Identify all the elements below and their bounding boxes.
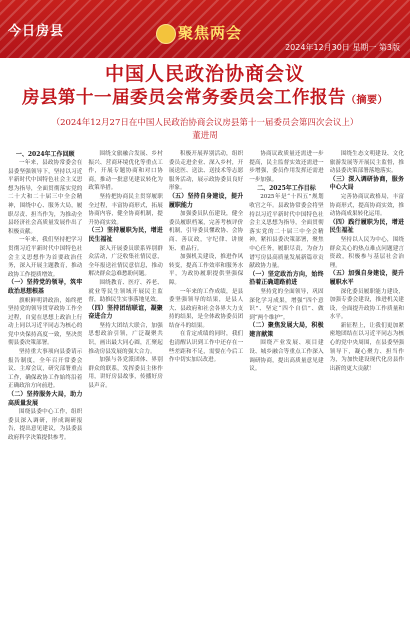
paragraph: 坚持党的全面领导，巩固深化学习成果，增强“四个意识”、坚定“四个自信”、做到“两个维护”。 [249,288,324,321]
headline-line2 [0,86,410,113]
paragraph: 围绕教育、医疗、养老、就业等民生领域开展民主监督，助推民生实事落地见效。 [88,279,163,304]
paragraph: 在肯定成绩的同时，我们也清醒认识到工作中还存在一些差距和不足，需要在今后工作中切实加以改进。 [168,331,244,364]
article-column [88,150,162,640]
subsection-heading: （一）坚持党的领导，筑牢政治思想根基 [8,279,83,295]
article-column [249,150,323,640]
section-name: 聚焦两会 [178,24,243,42]
headline [0,62,410,113]
subhead [0,117,410,143]
headline-line2-main: 房县第十一届委员会常务委员会工作报告 [22,88,346,108]
paragraph: 一年来，县政协常委会在县委坚强领导下，坚持以习近平新时代中国特色社会主义思想为指导，全面贯彻落实党的二十大和二十届三中全会精神，围绕中心、服务大局，履职尽责、担当作为，为推动全县经济社会高质量发展作出了积极贡献。 [8,160,83,235]
section-heading: 二、2025年工作目标 [257,185,316,193]
subsection-heading: （二）聚焦发展大局，积极建言献策 [249,322,324,338]
subsection-heading: （五）坚持自身建设，提升履职能力 [168,192,244,209]
headline-line1: 中国人民政治协商会议 [104,63,305,85]
paragraph: 一年来的工作成绩，是县委坚强领导的结果，是县人大、县政府和社会各界大力支持的结果，是全体政协委员团结奋斗的结果。 [168,288,244,329]
article-column [8,150,82,640]
paragraph: 加强与各党派团体、界别群众的联系，发挥委员主体作用，讲好房县故事，传播好房县声音。 [88,357,163,390]
paragraph: 坚持把协商民主贯穿履职全过程，丰富协商形式，拓展协商内容，健全协商机制，提升协商实效。 [88,193,163,226]
paragraph: 坚持重大事项向县委请示报告制度，全年召开常委会议、主席会议，研究部署重点工作，确保政协工作始终沿着正确政治方向前进。 [8,349,83,390]
subsection-heading: （四）践行履职为民，增进民生福祉 [329,218,405,235]
paper-name: 今日房县 [8,24,65,39]
emblem-icon [156,24,176,44]
subhead-line1: （2024年12月27日在中国人民政治协商会议房县第十一届委员会第四次会议上） [51,118,359,128]
paragraph: 2025年是“十四五”规划收官之年。县政协常委会将坚持以习近平新时代中国特色社会主义思想为指导，全面贯彻落实党的二十届三中全会精神，紧扣县委决策部署，聚焦中心任务，履职尽责，为奋力谱写房县高质量发展新篇章贡献政协力量。 [249,194,324,270]
section-heading: 一、2024年工作回顾 [15,151,75,158]
paragraph: 深入开展委员联系界别群众活动，广泛收集社情民意，全年报送社情民意信息，推动解决群众急难愁盼问题。 [88,245,163,278]
paragraph: 积极开展界别活动，组织委员走进企业、深入乡村，开展送医、送法、送技术等志愿服务活动，展示政协委员良好形象。 [168,151,244,192]
paragraph: 深化委员履职能力建设，加强专委会建设，推进机关建设，全面提升政协工作质量和水平。 [329,288,405,321]
paragraph: 围绕产业发展、项目建设、城乡融合等重点工作深入调研协商，提出高质量意见建议。 [249,340,324,373]
headline-suffix: （摘要） [346,95,388,106]
paragraph: 加强机关建设，推进作风转变，提高工作效率和服务水平，为政协履职提供坚强保障。 [168,254,244,286]
subsection-heading: （四）坚持团结联谊，凝聚奋进合力 [88,304,163,321]
paragraph: 完善协商议政格局，丰富协商形式，提高协商实效，推动协商成果转化运用。 [329,193,405,218]
paragraph: 旗帜鲜明讲政治，始终把坚持党的领导贯穿政协工作全过程，自觉在思想上政治上行动上同以习近平同志为核心的党中央保持高度一致，坚决贯彻县委决策部署。 [8,297,83,347]
article-column [330,150,404,640]
paragraph: 新征程上，让我们更加紧密地团结在以习近平同志为核心的党中央周围，在县委坚强领导下，凝心聚力、担当作为，为加快建设现代化房县作出新的更大贡献！ [329,322,405,372]
masthead-banner [0,0,410,58]
issue-info: 2024年12月30日 星期一 第3版 [285,43,400,52]
paragraph: 一年来，我们坚持把学习贯彻习近平新时代中国特色社会主义思想作为首要政治任务，深入开展主题教育，推动政协工作提质增效。 [8,237,83,278]
paragraph: 围绕文旅融合发展、乡村振兴、营商环境优化等重点工作，开展专题协商和对口协商，推动一批意见建议转化为政策举措。 [88,151,163,192]
paragraph: 围绕县委中心工作，组织委员深入调研，形成调研报告，提出意见建议，为县委县政府科学决策提供参考。 [8,409,83,441]
paragraph: 协商议政质量还需进一步提高，民主监督实效还需进一步增强，委员作用发挥还需进一步加强。 [249,151,324,183]
article-column [169,150,243,640]
paragraph: 围绕生态文明建设、文化旅游发展等开展民主监督，推动县委决策部署落地落实。 [329,151,405,175]
paragraph: 坚持大团结大联合，加强思想政治引领，广泛凝聚共识，画出最大同心圆，汇聚起推动房县发展的强大合力。 [88,322,163,355]
paragraph: 加强委员队伍建设，健全委员履职档案，完善考核评价机制，引导委员懂政协、会协商、善议政，守纪律、讲规矩、重品行。 [168,211,244,252]
reporter-name: 董进周 [192,131,218,141]
article-body [8,150,404,640]
subsection-heading: （三）坚持履职为民，增进民生福祉 [88,227,163,243]
paragraph: 坚持以人民为中心，围绕群众关心的热点难点问题建言资政，积极参与基层社会治理。 [329,236,405,269]
subsection-heading: （三）深入调研协商，服务中心大局 [329,175,405,192]
subsection-heading: （一）坚定政治方向，始终沿着正确道路前进 [249,270,324,287]
subsection-heading: （二）坚持服务大局，助力高质量发展 [8,391,83,407]
subsection-heading: （五）加强自身建设，提升履职水平 [329,270,405,286]
